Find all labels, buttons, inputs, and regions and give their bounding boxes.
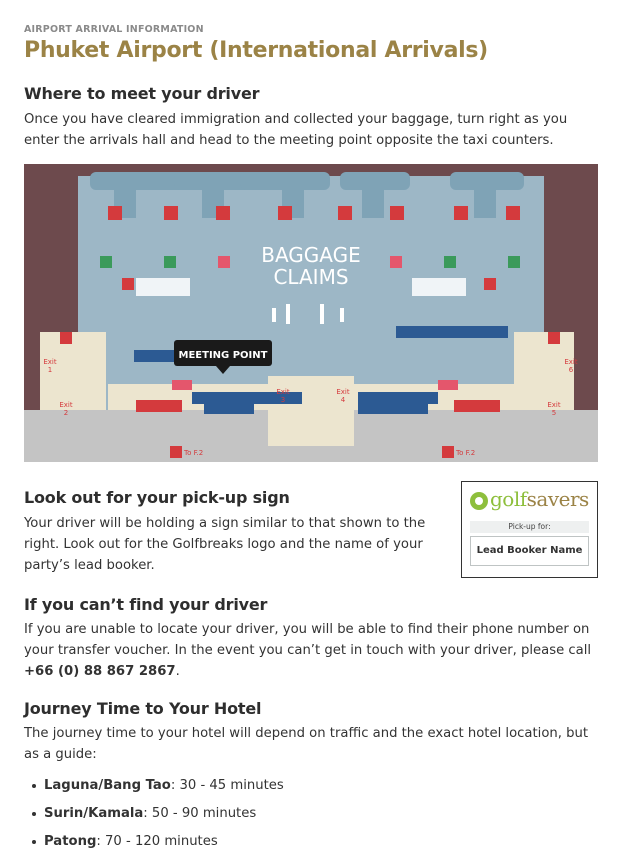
svg-text:1: 1 (47, 366, 53, 374)
svg-text:Exit: Exit (43, 358, 57, 366)
sign-name: Lead Booker Name (470, 536, 589, 566)
logo-golf: golf (490, 487, 527, 511)
meet-body: Once you have cleared immigration and collected your baggage, turn right as you enter the arrivals hall and head to the meeting point opposite the taxi counters. (24, 112, 568, 148)
svg-text:2: 2 (63, 409, 69, 417)
lost-body-end: . (175, 664, 180, 679)
to-f2-right: To F.2 (456, 449, 476, 457)
lost-body-text: If you are unable to locate your driver, you will be able to find their phone number on your transfer voucher. In the event you can’t get in touch with your driver, please call (24, 622, 592, 658)
list-item (24, 828, 598, 856)
golfsavers-logo (470, 487, 594, 514)
driver-phone: +66 (0) 88 867 2867 (24, 664, 176, 679)
lost-body-wrap (24, 619, 598, 682)
svg-text:Exit: Exit (276, 388, 290, 396)
pickup-heading: Look out for your pick-up sign (24, 488, 290, 507)
svg-text:4: 4 (340, 396, 346, 404)
journey-place: Patong (44, 834, 97, 849)
journey-body: The journey time to your hotel will depend on traffic and the exact hotel location, but as a guide: (24, 726, 589, 762)
sign-label: Pick-up for: (470, 521, 589, 533)
journey-list-wrap (24, 772, 598, 856)
journey-list (24, 772, 598, 856)
journey-time: : 50 - 90 minutes (143, 806, 257, 821)
journey-place: Surin/Kamala (44, 806, 144, 821)
journey-time: : 70 - 120 minutes (96, 834, 218, 849)
meet-body-wrap (24, 109, 598, 151)
page-kicker: AIRPORT ARRIVAL INFORMATION (24, 24, 204, 35)
journey-time: : 30 - 45 minutes (170, 778, 284, 793)
svg-text:Exit: Exit (59, 401, 73, 409)
svg-text:Exit: Exit (564, 358, 578, 366)
lost-heading: If you can’t find your driver (24, 595, 268, 614)
lost-body (24, 619, 598, 682)
pickup-section (24, 488, 290, 507)
list-item (24, 800, 598, 828)
baggage-label-1: BAGGAGE (261, 243, 361, 267)
svg-text:Exit: Exit (336, 388, 350, 396)
baggage-label-2: CLAIMS (273, 265, 349, 289)
journey-heading: Journey Time to Your Hotel (24, 699, 262, 718)
meeting-point-label: MEETING POINT (178, 350, 268, 361)
journey-section (24, 699, 261, 718)
pickup-body: Your driver will be holding a sign similar to that shown to the right. Look out for the Golfbreaks logo and the name of your party’s lead booker. (24, 516, 426, 573)
svg-text:6: 6 (568, 366, 574, 374)
svg-text:3: 3 (280, 396, 286, 404)
logo-wordmark (490, 487, 589, 511)
logo-savers: savers (526, 487, 589, 511)
to-f2-left: To F.2 (184, 449, 204, 457)
page-title: Phuket Airport (International Arrivals) (24, 38, 488, 63)
pickup-body-wrap (24, 513, 444, 576)
airport-map (24, 164, 598, 462)
lost-section (24, 595, 267, 614)
meet-heading: Where to meet your driver (24, 84, 260, 103)
svg-text:Exit: Exit (547, 401, 561, 409)
meet-section (24, 84, 259, 103)
pin-icon (470, 492, 488, 510)
pickup-sign (461, 481, 598, 578)
journey-body-wrap (24, 723, 598, 765)
svg-text:5: 5 (551, 409, 557, 417)
journey-place: Laguna/Bang Tao (44, 778, 171, 793)
list-item (24, 772, 598, 800)
